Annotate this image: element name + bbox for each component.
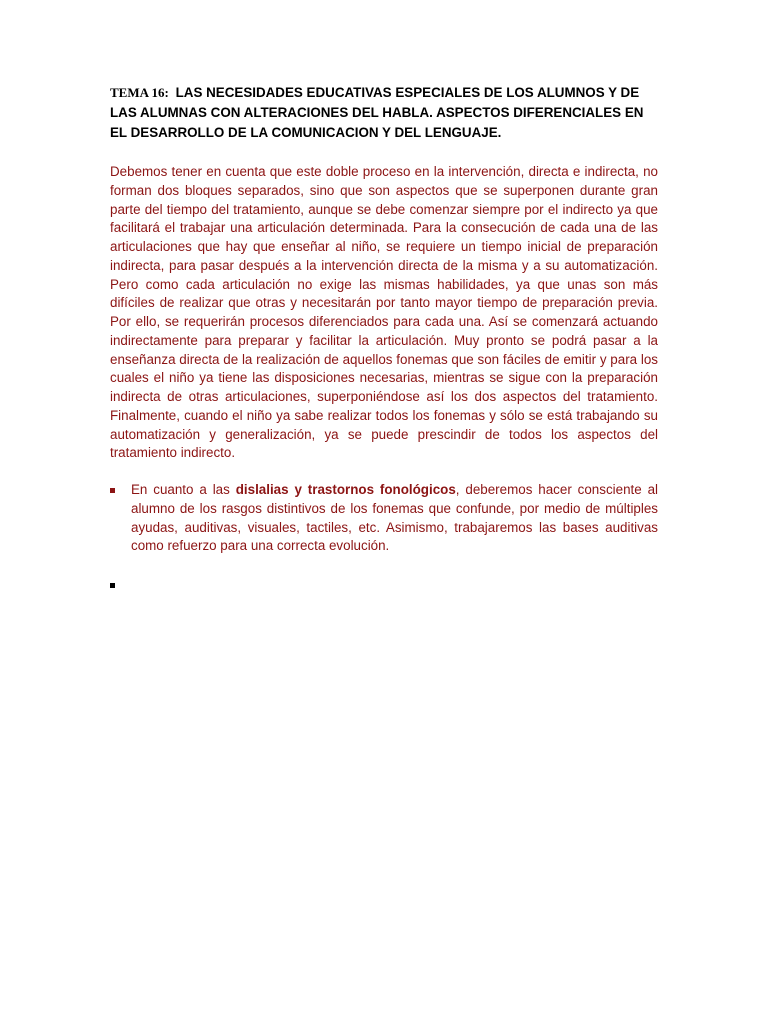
topic-label: TEMA 16:	[110, 85, 169, 100]
list-item	[110, 481, 658, 556]
square-bullet-icon	[110, 583, 115, 588]
topic-title: LAS NECESIDADES EDUCATIVAS ESPECIALES DE LOS ALUMNOS Y DE LAS ALUMNAS CON ALTERACIONES DEL HABLA. ASPECTOS DIFERENCIALES EN EL DESARROLLO DE LA COMUNICACION Y DEL LENGUAJE.	[110, 85, 644, 140]
list-item-emphasis: dislalias y trastornos fonológicos	[235, 482, 456, 497]
square-bullet-icon	[110, 488, 115, 493]
list-item-empty	[110, 576, 658, 601]
document-heading	[110, 83, 658, 143]
bullet-list	[110, 481, 658, 601]
list-item-suffix: , deberemos hacer consciente al alumno de los rasgos distintivos de los fonemas que confunde, por medio de múltiples ayudas, auditivas, visuales, tactiles, etc. Asimismo, trabajaremos las bases auditivas como refuerzo para una correcta evolución.	[131, 482, 658, 554]
list-item-prefix: En cuanto a las	[131, 482, 236, 497]
document-page	[110, 83, 658, 601]
body-paragraph: Debemos tener en cuenta que este doble proceso en la intervención, directa e indirecta, no forman dos bloques separados, sino que son aspectos que se superponen durante gran parte del tiempo del tratamiento, aunque se debe comenzar siempre por el indirecto ya que facilitará el trabajar una articulación determinada. Para la consecución de cada una de las articulaciones que hay que enseñar al niño, se requiere un tiempo inicial de preparación indirecta, para pasar después a la intervención directa de la misma y a su automatización. Pero como cada articulación no exige las mismas habilidades, ya que unas son más difíciles de realizar que otras y necesitarán por tanto mayor tiempo de preparación previa. Por ello, se requerirán procesos diferenciados para cada una. Así se comenzará actuando indirectamente para preparar y facilitar la articulación. Muy pronto se podrá pasar a la enseñanza directa de la realización de aquellos fonemas que son fáciles de emitir y para los cuales el niño ya tiene las disposiciones necesarias, mientras se sigue con la preparación indirecta de otras articulaciones, superponiéndose así los dos aspectos del tratamiento. Finalmente, cuando el niño ya sabe realizar todos los fonemas y sólo se está trabajando su automatización y generalización, ya se puede prescindir de todos los aspectos del tratamiento indirecto.	[110, 164, 658, 461]
